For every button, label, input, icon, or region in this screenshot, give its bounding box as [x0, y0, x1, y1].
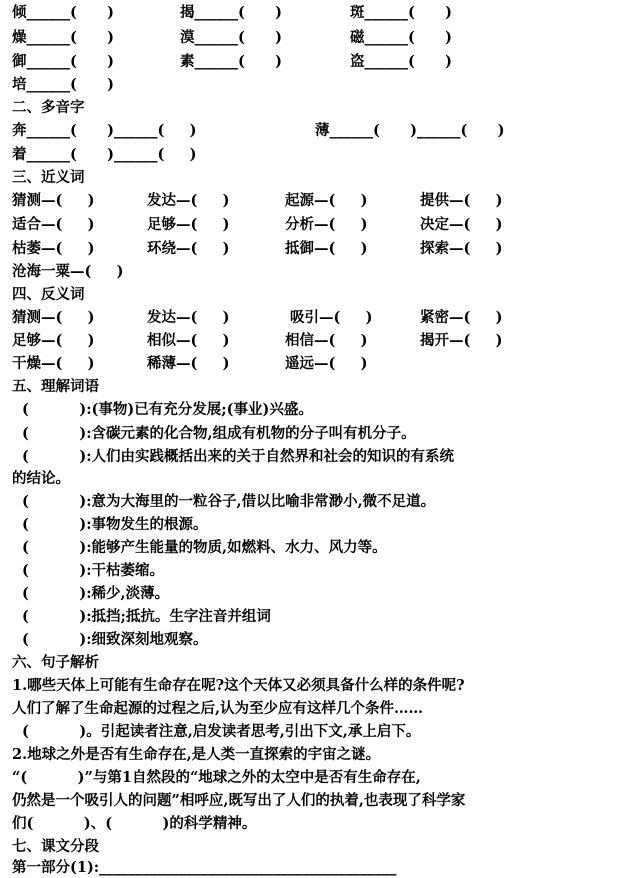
- line-segment: 猜测—( ): [12, 192, 95, 209]
- line-segment: 发达—( ): [147, 309, 230, 326]
- worksheet-line: [0, 28, 620, 48]
- line-segment: 六、句子解析: [12, 654, 99, 671]
- line-segment: 揭______( ): [180, 4, 283, 21]
- worksheet-line: [0, 331, 620, 351]
- line-segment: 决定—( ): [420, 216, 503, 233]
- worksheet-line: [0, 515, 620, 535]
- line-segment: 吸引—( ): [290, 309, 373, 326]
- worksheet-line: [0, 447, 620, 467]
- line-segment: 分析—( ): [285, 216, 368, 233]
- line-segment: 燥______( ): [12, 29, 115, 46]
- worksheet-line: [0, 424, 620, 444]
- worksheet-line: [0, 699, 620, 719]
- worksheet-line: [0, 630, 620, 650]
- line-segment: 五、理解词语: [12, 378, 99, 395]
- worksheet-line: [0, 768, 620, 788]
- line-segment: ( ):稀少,淡薄。: [22, 585, 170, 602]
- worksheet-line: [0, 168, 620, 188]
- worksheet-line: [0, 52, 620, 72]
- line-segment: 稀薄—( ): [147, 355, 230, 372]
- line-segment: 1.哪些天体上可能有生命存在呢?这个天体又必须具备什么样的条件呢?: [12, 677, 465, 694]
- worksheet-line: [0, 239, 620, 259]
- line-segment: 培______( ): [12, 76, 115, 93]
- worksheet-line: [0, 676, 620, 696]
- line-segment: 着______( )______( ): [12, 146, 197, 163]
- line-segment: 人们了解了生命起源的过程之后,认为至少应有这样几个条件……: [12, 700, 424, 717]
- worksheet-line: [0, 308, 620, 328]
- worksheet-line: [0, 607, 620, 627]
- line-segment: 探索—( ): [420, 240, 503, 257]
- line-segment: ( )。引起读者注意,启发读者思考,引出下文,承上启下。: [22, 723, 421, 740]
- line-segment: 足够—( ): [147, 216, 230, 233]
- worksheet-line: [0, 215, 620, 235]
- worksheet-line: [0, 814, 620, 834]
- line-segment: 磁______( ): [350, 29, 453, 46]
- worksheet-line: [0, 858, 620, 878]
- worksheet-line: [0, 3, 620, 23]
- line-segment: 紧密—( ): [420, 309, 503, 326]
- worksheet-line: [0, 75, 620, 95]
- line-segment: 干燥—( ): [12, 355, 95, 372]
- worksheet-line: [0, 145, 620, 165]
- worksheet-line: [0, 791, 620, 811]
- line-segment: 二、多音字: [12, 99, 85, 116]
- line-segment: 四、反义词: [12, 286, 85, 303]
- worksheet-line: [0, 837, 620, 857]
- line-segment: 环绕—( ): [147, 240, 230, 257]
- line-segment: 素______( ): [180, 53, 283, 70]
- line-segment: 盗______( ): [350, 53, 453, 70]
- line-segment: 提供—( ): [420, 192, 503, 209]
- line-segment: ( ):能够产生能量的物质,如燃料、水力、风力等。: [22, 539, 387, 556]
- worksheet-line: [0, 400, 620, 420]
- worksheet-line: [0, 191, 620, 211]
- line-segment: 适合—( ): [12, 216, 95, 233]
- line-segment: 遥远—( ): [285, 355, 368, 372]
- line-segment: “( )”与第1自然段的“地球之外的太空中是否有生命存在,: [12, 769, 421, 786]
- worksheet-line: [0, 469, 620, 489]
- worksheet-line: [0, 584, 620, 604]
- line-segment: 第一部分(1):_________________________________________: [12, 859, 397, 876]
- worksheet-line: [0, 653, 620, 673]
- worksheet-line: [0, 538, 620, 558]
- line-segment: ( ):意为大海里的一粒谷子,借以比喻非常渺小,微不足道。: [22, 493, 436, 510]
- line-segment: 仍然是一个吸引人的问题”相呼应,既写出了人们的执着,也表现了科学家: [12, 792, 466, 809]
- worksheet-line: [0, 121, 620, 141]
- worksheet-line: [0, 98, 620, 118]
- line-segment: 奔______( )______( ): [12, 122, 197, 139]
- line-segment: 揭开—( ): [420, 332, 503, 349]
- worksheet-line: [0, 492, 620, 512]
- line-segment: 薄______( )______( ): [315, 122, 505, 139]
- line-segment: 发达—( ): [147, 192, 230, 209]
- line-segment: 三、近义词: [12, 169, 85, 186]
- line-segment: 御______( ): [12, 53, 115, 70]
- line-segment: 斑______( ): [350, 4, 453, 21]
- line-segment: 沧海一粟—( ): [12, 263, 124, 280]
- line-segment: 足够—( ): [12, 332, 95, 349]
- line-segment: ( ):干枯萎缩。: [22, 562, 165, 579]
- line-segment: 猜测—( ): [12, 309, 95, 326]
- line-segment: ( ):(事物)已有充分发展;(事业)兴盛。: [22, 401, 313, 418]
- line-segment: ( ):抵挡;抵抗。生字注音并组词: [22, 608, 271, 625]
- line-segment: 的结论。: [12, 470, 70, 487]
- worksheet-line: [0, 262, 620, 282]
- line-segment: ( ):细致深刻地观察。: [22, 631, 208, 648]
- line-segment: 相信—( ): [285, 332, 368, 349]
- worksheet-line: [0, 561, 620, 581]
- line-segment: ( ):人们由实践概括出来的关于自然界和社会的知识的有系统: [22, 448, 455, 465]
- line-segment: 抵御—( ): [285, 240, 368, 257]
- line-segment: ( ):含碳元素的化合物,组成有机物的分子叫有机分子。: [22, 425, 416, 442]
- worksheet-line: [0, 377, 620, 397]
- line-segment: 2.地球之外是否有生命存在,是人类一直探索的宇宙之谜。: [12, 746, 381, 763]
- line-segment: 倾______( ): [12, 4, 115, 21]
- line-segment: 七、课文分段: [12, 838, 99, 855]
- worksheet-line: [0, 745, 620, 765]
- line-segment: ( ):事物发生的根源。: [22, 516, 208, 533]
- line-segment: 枯萎—( ): [12, 240, 95, 257]
- line-segment: 漠______( ): [180, 29, 283, 46]
- line-segment: 们( )、( )的科学精神。: [12, 815, 257, 832]
- worksheet-line: [0, 354, 620, 374]
- worksheet-line: [0, 285, 620, 305]
- worksheet-line: [0, 722, 620, 742]
- line-segment: 起源—( ): [285, 192, 368, 209]
- line-segment: 相似—( ): [147, 332, 230, 349]
